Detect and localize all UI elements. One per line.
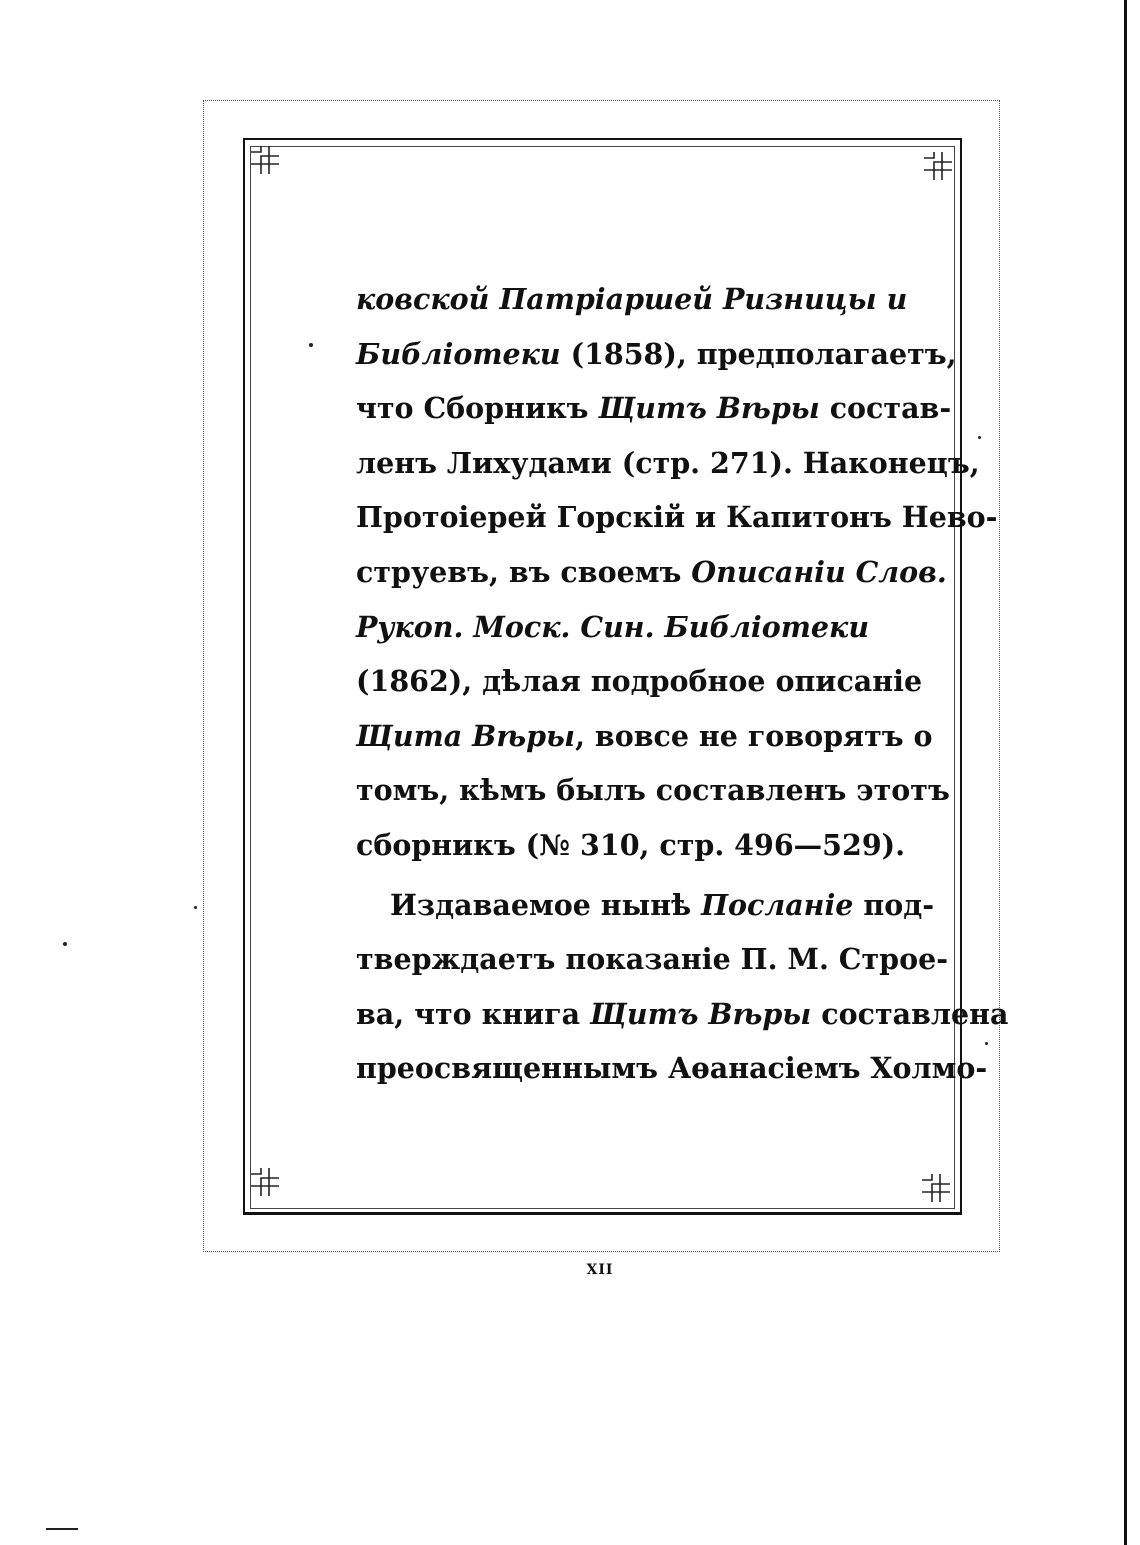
regular-text: , вовсе не говорятъ о <box>575 718 933 753</box>
regular-text: под- <box>853 887 935 922</box>
regular-text: что Сборникъ <box>356 391 599 426</box>
regular-text: сборникъ (№ 310, стр. 496—529). <box>356 827 906 862</box>
text-line <box>356 818 906 873</box>
italic-text: Ризницы <box>722 282 887 316</box>
text-line <box>356 327 957 382</box>
corner-ornament-icon <box>918 1170 954 1206</box>
corner-ornament-icon <box>920 148 956 184</box>
italic-text: Патріаршей <box>499 282 723 316</box>
text-line <box>356 878 935 933</box>
italic-text: Щитъ Вѣры <box>598 391 820 426</box>
regular-text: томъ, кѣмъ былъ составленъ этотъ <box>356 773 950 808</box>
italic-text: Описаніи Слов. <box>691 554 947 589</box>
text-line <box>356 1041 988 1096</box>
italic-text: и <box>886 282 908 316</box>
text-line <box>356 436 980 491</box>
italic-text: Рукоп. Моск. Син. Библіотеки <box>356 609 870 644</box>
text-line <box>356 600 870 655</box>
text-line <box>356 490 998 545</box>
italic-text: ковской <box>356 282 500 316</box>
text-line <box>356 545 947 600</box>
regular-text: Издаваемое нынѣ <box>390 887 702 922</box>
regular-text: ленъ Лихудами (стр. 271). Наконецъ, <box>356 445 980 480</box>
italic-text: Щита Вѣры <box>356 718 576 753</box>
regular-text: (1858), предполагаетъ, <box>560 336 957 371</box>
regular-text: тверждаетъ показаніе П. М. Строе- <box>356 942 949 977</box>
regular-text: составлена <box>811 996 1009 1031</box>
regular-text: состав- <box>819 391 952 426</box>
corner-ornament-icon <box>247 1164 283 1200</box>
italic-text: Посланіе <box>701 887 854 922</box>
text-line <box>356 272 908 327</box>
corner-ornament-icon <box>247 142 283 178</box>
body-text <box>356 272 1009 1096</box>
italic-text: Щитъ Вѣры <box>590 996 812 1031</box>
margin-mark <box>46 1528 78 1530</box>
text-line <box>356 381 952 436</box>
regular-text: струевъ, въ своемъ <box>356 554 692 589</box>
regular-text: ва, что книга <box>356 996 590 1031</box>
text-line <box>356 763 950 818</box>
text-line <box>356 932 949 987</box>
text-line <box>356 987 1009 1042</box>
regular-text: преосвященнымъ Аѳанасіемъ Холмо- <box>356 1051 988 1086</box>
regular-text: (1862), дѣлая подробное описаніе <box>356 664 923 699</box>
scan-edge-line <box>1124 0 1127 1545</box>
regular-text: Протоіерей Горскій и Капитонъ Нево- <box>356 500 998 535</box>
italic-text: Библіотеки <box>356 336 561 371</box>
text-line <box>356 654 923 709</box>
page-number: XII <box>586 1262 614 1278</box>
text-line <box>356 709 933 764</box>
